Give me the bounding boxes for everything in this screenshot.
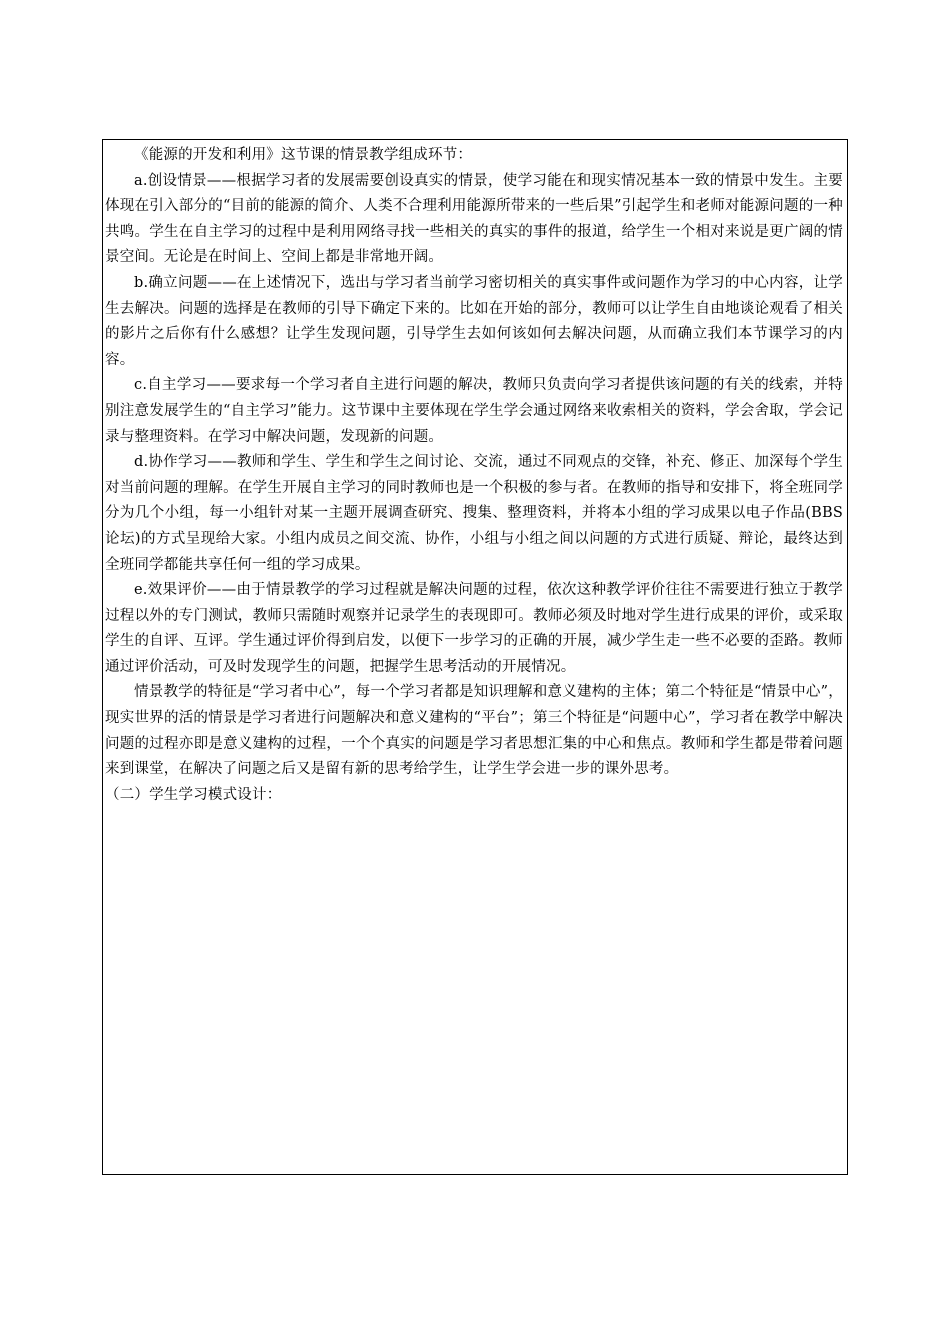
document-table-cell — [102, 139, 848, 1175]
paragraph-cooperative-learning: d.协作学习——教师和学生、学生和学生之间讨论、交流，通过不同观点的交锋，补充、修正、加深每个学生对当前问题的理解。在学生开展自主学习的同时教师也是一个积极的参与者。在教师的指导和安排下，将全班同学分为几个小组，每一小组针对某一主题开展调查研究、搜集、整理资料，并将本小组的学习成果以电子作品(BBS论坛)的方式呈现给大家。小组内成员之间交流、协作，小组与小组之间以问题的方式进行质疑、辩论，最终达到全班同学都能共享任何一组的学习成果。 — [105, 454, 843, 573]
paragraph-features: 情景教学的特征是“学习者中心”，每一个学习者都是知识理解和意义建构的主体；第二个特征是“情景中心”，现实世界的活的情景是学习者进行问题解决和意义建构的“平台”；第三个特征是“问题中心”，学习者在教学中解决问题的过程亦即是意义建构的过程，一个个真实的问题是学习者思想汇集的中心和焦点。教师和学生都是带着问题来到课堂，在解决了问题之后又是留有新的思考给学生，让学生学会进一步的课外思考。 — [105, 684, 843, 778]
paragraph-create-scenario: a.创设情景——根据学习者的发展需要创设真实的情景，使学习能在和现实情况基本一致的情景中发生。主要体现在引入部分的“目前的能源的简介、人类不合理利用能源所带来的一些后果”引起学生和老师对能源问题的一种共鸣。学生在自主学习的过程中是利用网络寻找一些相关的真实的事件的报道，给学生一个相对来说是更广阔的情景空间。无论是在时间上、空间上都是非常地开阔。 — [105, 172, 843, 266]
intro-paragraph: 《能源的开发和利用》这节课的情景教学组成环节： — [134, 147, 473, 163]
paragraph-self-learning: c.自主学习——要求每一个学习者自主进行问题的解决，教师只负责向学习者提供该问题的有关的线索，并特别注意发展学生的“自主学习”能力。这节课中主要体现在学生学会通过网络来收索相关的资料，学会舍取，学会记录与整理资料。在学习中解决问题，发现新的问题。 — [105, 377, 843, 445]
paragraph-evaluation: e.效果评价——由于情景教学的学习过程就是解决问题的过程，依次这种教学评价往往不需要进行独立于教学过程以外的专门测试，教师只需随时观察并记录学生的表现即可。教师必须及时地对学生进行成果的评价，或采取学生的自评、互评。学生通过评价得到启发，以便下一步学习的正确的开展，减少学生走一些不必要的歪路。教师通过评价活动，可及时发现学生的问题，把握学生思考活动的开展情况。 — [105, 582, 843, 675]
section-heading: （二）学生学习模式设计： — [105, 786, 282, 803]
paragraph-define-problem: b.确立问题——在上述情况下，选出与学习者当前学习密切相关的真实事件或问题作为学习的中心内容，让学生去解决。问题的选择是在教师的引导下确定下来的。比如在开始的部分，教师可以让学生自由地谈论观看了相关的影片之后你有什么感想？让学生发现问题，引导学生去如何该如何去解决问题，从而确立我们本节课学习的内容。 — [105, 274, 843, 368]
document-body — [105, 143, 843, 808]
